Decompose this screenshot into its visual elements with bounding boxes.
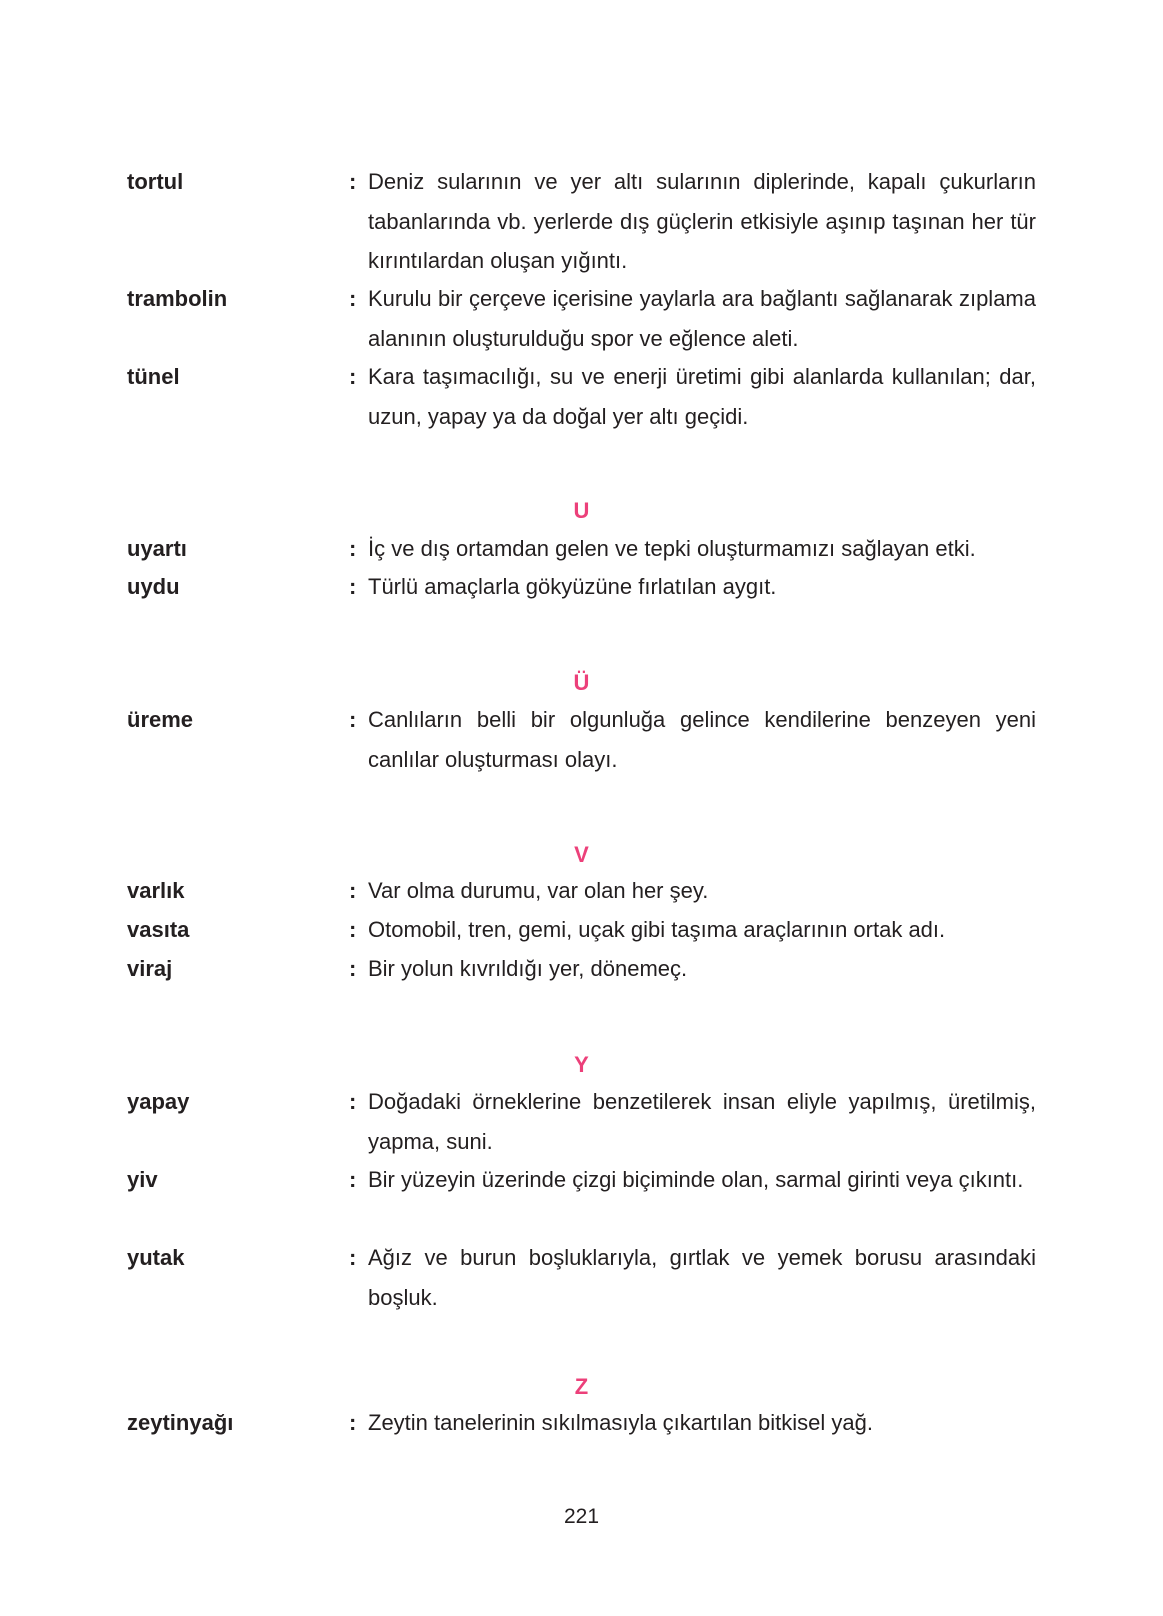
entry-colon: : [349, 707, 357, 732]
entry-term: tünel [127, 364, 180, 389]
entry-colon: : [349, 169, 357, 194]
entry-colon: : [349, 878, 357, 903]
entry-definition: Canlıların belli bir olgunluğa gelince kendilerine benzeyen yeni canlılar oluşturması olayı. [368, 707, 1036, 772]
section-letter-v: V [574, 842, 589, 867]
section-letter-u: U [573, 498, 590, 523]
entry-definition: Kurulu bir çerçeve içerisine yaylarla ara bağlantı sağlanarak zıplama alanının oluşturulduğu spor ve eğlence aleti. [368, 286, 1036, 351]
entry-colon: : [349, 536, 357, 561]
entry-definition: Türlü amaçlarla gökyüzüne fırlatılan aygıt. [368, 574, 777, 599]
entry-definition: Ağız ve burun boşluklarıyla, gırtlak ve yemek borusu arasındaki boşluk. [368, 1245, 1036, 1310]
entry-definition: Deniz sularının ve yer altı sularının diplerinde, kapalı çukurların tabanlarında vb. yerlerde dış güçlerin etkisiyle aşınıp taşınan her tür kırıntılardan oluşan yığıntı. [368, 169, 1036, 273]
entry-definition: Var olma durumu, var olan her şey. [368, 878, 709, 903]
entry-colon: : [349, 1410, 357, 1435]
entry-definition: Otomobil, tren, gemi, uçak gibi taşıma araçlarının ortak adı. [368, 917, 946, 942]
section-letter-u-umlaut: Ü [573, 670, 590, 695]
page-number: 221 [563, 1505, 600, 1528]
entry-definition: Bir yolun kıvrıldığı yer, dönemeç. [368, 956, 688, 981]
entry-definition: Zeytin tanelerinin sıkılmasıyla çıkartılan bitkisel yağ. [368, 1410, 873, 1435]
entry-term: üreme [127, 707, 194, 732]
entry-term: uydu [127, 574, 180, 599]
entry-term: yutak [127, 1245, 185, 1270]
entry-term: uyartı [127, 536, 187, 561]
entry-definition: Bir yüzeyin üzerinde çizgi biçiminde olan, sarmal girinti veya çıkıntı. [368, 1167, 1024, 1192]
entry-term: yiv [127, 1167, 158, 1192]
entry-term: vasıta [127, 917, 190, 942]
entry-term: yapay [127, 1089, 190, 1114]
entry-definition: Kara taşımacılığı, su ve enerji üretimi gibi alanlarda kullanılan; dar, uzun, yapay ya da doğal yer altı geçidi. [368, 364, 1036, 429]
entry-colon: : [349, 286, 357, 311]
entry-colon: : [349, 574, 357, 599]
entry-definition: İç ve dış ortamdan gelen ve tepki oluşturmamızı sağlayan etki. [368, 536, 976, 561]
entry-term: trambolin [127, 286, 228, 311]
entry-term: viraj [127, 956, 173, 981]
entry-colon: : [349, 956, 357, 981]
entry-term: tortul [127, 169, 184, 194]
entry-colon: : [349, 1245, 357, 1270]
entry-colon: : [349, 1167, 357, 1192]
entry-term: varlık [127, 878, 185, 903]
entry-term: zeytinyağı [127, 1410, 234, 1435]
entry-colon: : [349, 364, 357, 389]
entry-colon: : [349, 1089, 357, 1114]
entry-definition: Doğadaki örneklerine benzetilerek insan eliyle yapılmış, üretilmiş, yapma, suni. [368, 1089, 1036, 1154]
entry-colon: : [349, 917, 357, 942]
section-letter-y: Y [574, 1052, 589, 1077]
section-letter-z: Z [574, 1374, 589, 1399]
